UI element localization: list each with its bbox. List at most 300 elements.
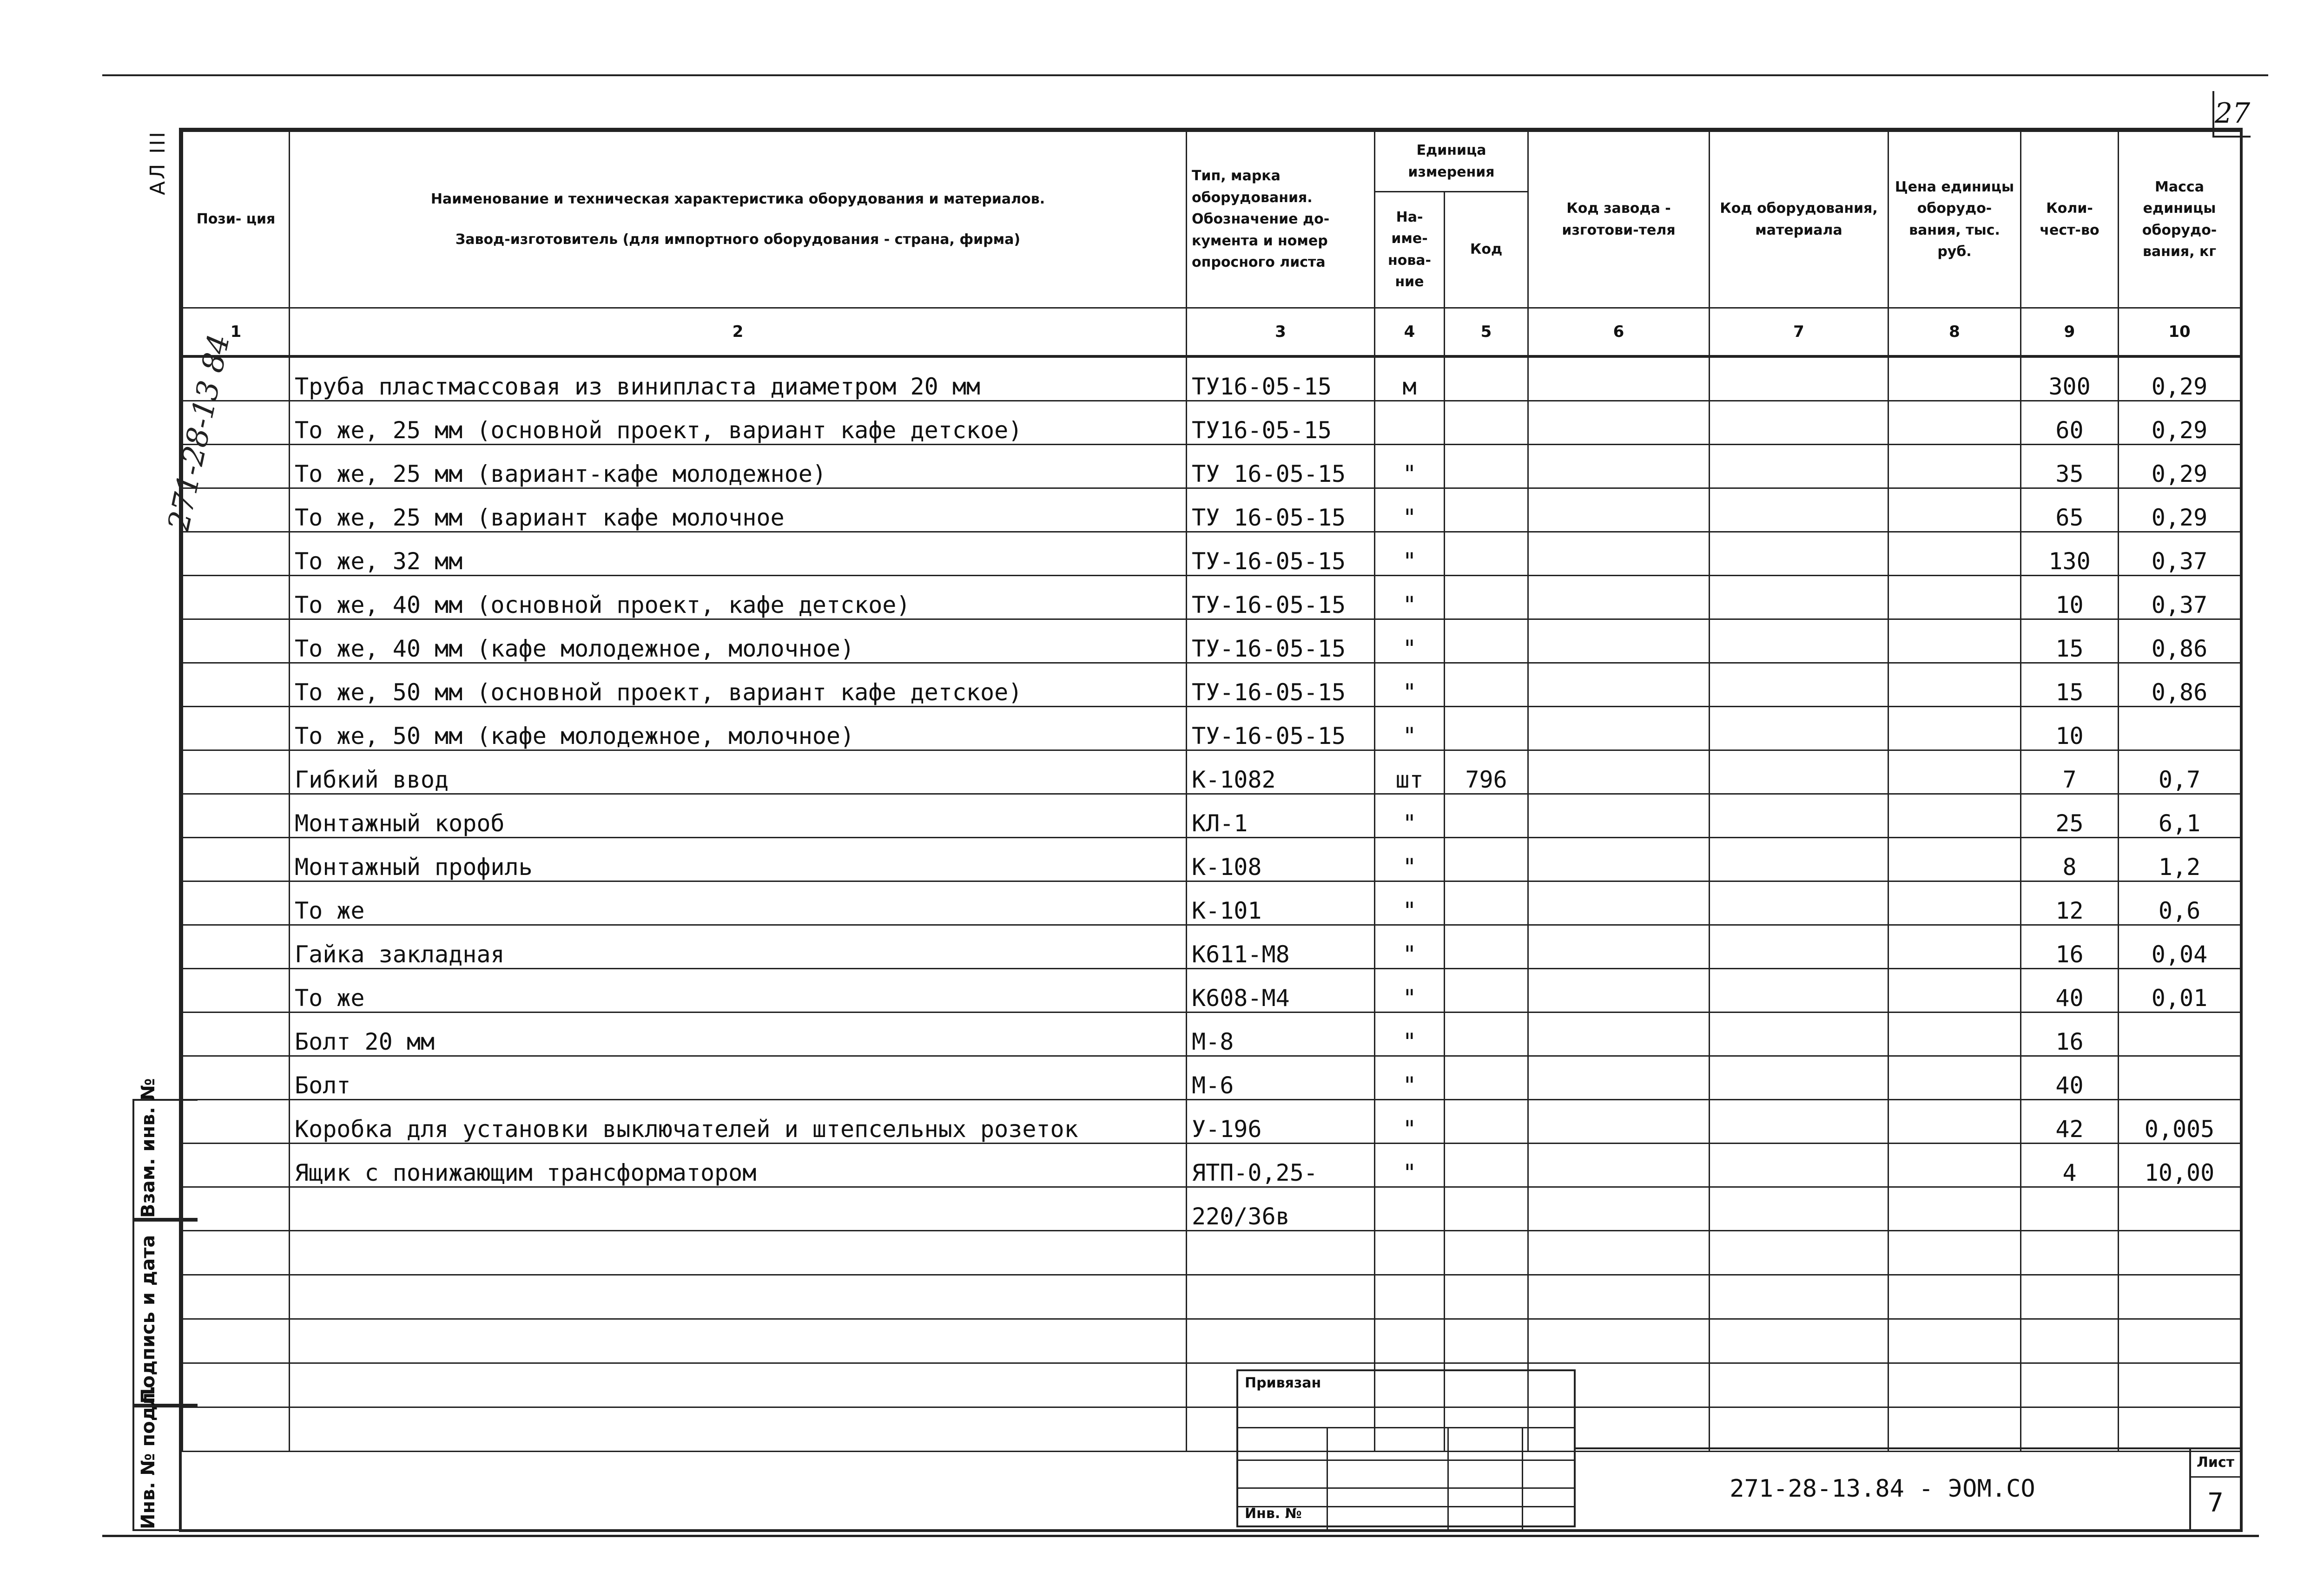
cell-empty bbox=[1888, 488, 2021, 532]
cell-empty bbox=[1710, 881, 1888, 925]
stamp-line bbox=[1238, 1460, 1574, 1461]
cell-mass: 0,37 bbox=[2119, 532, 2241, 576]
cell-empty bbox=[1528, 663, 1710, 707]
cell-qty: 7 bbox=[2021, 750, 2119, 794]
cell-unit: " bbox=[1375, 1144, 1445, 1187]
cell-empty bbox=[1710, 925, 1888, 969]
cell-unit-code bbox=[1445, 881, 1528, 925]
cell-unit: " bbox=[1375, 576, 1445, 619]
table-row bbox=[183, 1056, 2241, 1100]
cell-name: Болт 20 мм bbox=[290, 1012, 1187, 1056]
side-stamp-label: Подпись и дата bbox=[138, 1235, 159, 1404]
cell-empty bbox=[2021, 1363, 2119, 1407]
cell-qty: 16 bbox=[2021, 1012, 2119, 1056]
cell-empty bbox=[1445, 1231, 1528, 1275]
cell-empty bbox=[1888, 1144, 2021, 1187]
cell-empty bbox=[2119, 1231, 2241, 1275]
cell-mass bbox=[2119, 1012, 2241, 1056]
cell-empty bbox=[183, 838, 290, 881]
cell-name bbox=[290, 1187, 1187, 1231]
cell-empty bbox=[1528, 969, 1710, 1012]
cell-unit: " bbox=[1375, 707, 1445, 750]
cell-empty bbox=[183, 576, 290, 619]
cell-qty: 10 bbox=[2021, 576, 2119, 619]
top-rule bbox=[102, 74, 2268, 76]
cell-unit: " bbox=[1375, 838, 1445, 881]
table-row-empty bbox=[183, 1407, 2241, 1452]
cell-empty bbox=[1528, 707, 1710, 750]
column-number: 7 bbox=[1710, 308, 1888, 357]
cell-unit: " bbox=[1375, 881, 1445, 925]
table-row bbox=[183, 794, 2241, 838]
side-vertical-label: АЛ III bbox=[146, 130, 170, 195]
cell-unit bbox=[1375, 401, 1445, 445]
table-row bbox=[183, 401, 2241, 445]
cell-empty bbox=[1710, 1187, 1888, 1231]
cell-qty: 42 bbox=[2021, 1100, 2119, 1144]
cell-qty: 40 bbox=[2021, 969, 2119, 1012]
cell-empty bbox=[290, 1231, 1187, 1275]
cell-empty bbox=[1888, 619, 2021, 663]
header-equipment-code bbox=[1710, 131, 1888, 308]
cell-empty bbox=[1888, 881, 2021, 925]
cell-empty bbox=[1710, 1144, 1888, 1187]
cell-empty bbox=[183, 1275, 290, 1319]
cell-mass: 0,86 bbox=[2119, 663, 2241, 707]
cell-empty bbox=[1710, 1275, 1888, 1319]
cell-unit-code bbox=[1445, 488, 1528, 532]
cell-qty: 15 bbox=[2021, 619, 2119, 663]
header-text: На-име-нова-ние bbox=[1387, 209, 1432, 290]
cell-type: К-1082 bbox=[1187, 750, 1375, 794]
cell-empty bbox=[2119, 1363, 2241, 1407]
cell-mass: 6,1 bbox=[2119, 794, 2241, 838]
cell-empty bbox=[183, 881, 290, 925]
cell-mass: 0,01 bbox=[2119, 969, 2241, 1012]
cell-empty bbox=[183, 750, 290, 794]
cell-empty bbox=[1888, 750, 2021, 794]
cell-unit-code bbox=[1445, 925, 1528, 969]
sheet-number: 7 bbox=[2207, 1488, 2224, 1518]
header-text: Код оборудования, материала bbox=[1720, 200, 1878, 238]
cell-name: То же, 25 мм (вариант кафе молочное bbox=[290, 488, 1187, 532]
cell-empty bbox=[183, 488, 290, 532]
cell-empty bbox=[1710, 488, 1888, 532]
cell-empty bbox=[1888, 1187, 2021, 1231]
cell-empty bbox=[1187, 1275, 1375, 1319]
cell-qty: 25 bbox=[2021, 794, 2119, 838]
cell-empty bbox=[183, 619, 290, 663]
cell-unit: м bbox=[1375, 356, 1445, 401]
cell-empty bbox=[1710, 532, 1888, 576]
cell-empty bbox=[1710, 619, 1888, 663]
cell-empty bbox=[1528, 1100, 1710, 1144]
cell-empty bbox=[2021, 1275, 2119, 1319]
cell-unit-code bbox=[1445, 356, 1528, 401]
cell-qty: 35 bbox=[2021, 445, 2119, 488]
cell-empty bbox=[2021, 1319, 2119, 1363]
table-row bbox=[183, 969, 2241, 1012]
cell-name: Монтажный профиль bbox=[290, 838, 1187, 881]
cell-qty: 60 bbox=[2021, 401, 2119, 445]
table-row bbox=[183, 532, 2241, 576]
cell-unit: " bbox=[1375, 794, 1445, 838]
cell-empty bbox=[1528, 925, 1710, 969]
column-number: 9 bbox=[2021, 308, 2119, 357]
cell-empty bbox=[1187, 1319, 1375, 1363]
cell-unit-code bbox=[1445, 794, 1528, 838]
cell-unit-code bbox=[1445, 532, 1528, 576]
cell-unit: " bbox=[1375, 532, 1445, 576]
cell-empty bbox=[183, 1012, 290, 1056]
cell-qty bbox=[2021, 1187, 2119, 1231]
table-row bbox=[183, 356, 2241, 401]
cell-empty bbox=[1888, 1275, 2021, 1319]
cell-unit-code bbox=[1445, 1100, 1528, 1144]
cell-empty bbox=[183, 1100, 290, 1144]
cell-mass bbox=[2119, 1056, 2241, 1100]
cell-empty bbox=[1888, 445, 2021, 488]
cell-empty bbox=[183, 532, 290, 576]
cell-empty bbox=[1528, 838, 1710, 881]
cell-mass: 0,29 bbox=[2119, 445, 2241, 488]
cell-name: То же, 32 мм bbox=[290, 532, 1187, 576]
cell-empty bbox=[290, 1407, 1187, 1452]
header-text: Пози- ция bbox=[196, 211, 276, 228]
cell-name: То же, 40 мм (основной проект, кафе детское) bbox=[290, 576, 1187, 619]
cell-type: ТУ 16-05-15 bbox=[1187, 488, 1375, 532]
cell-mass bbox=[2119, 1187, 2241, 1231]
cell-type: КЛ-1 bbox=[1187, 794, 1375, 838]
cell-unit-code bbox=[1445, 445, 1528, 488]
cell-qty: 8 bbox=[2021, 838, 2119, 881]
cell-type: ТУ16-05-15 bbox=[1187, 356, 1375, 401]
table-row bbox=[183, 576, 2241, 619]
cell-empty bbox=[1528, 1319, 1710, 1363]
cell-unit-code bbox=[1445, 1056, 1528, 1100]
cell-qty: 12 bbox=[2021, 881, 2119, 925]
cell-qty: 4 bbox=[2021, 1144, 2119, 1187]
table-row-empty bbox=[183, 1363, 2241, 1407]
cell-empty bbox=[1710, 707, 1888, 750]
cell-empty bbox=[1710, 1319, 1888, 1363]
cell-empty bbox=[183, 445, 290, 488]
cell-unit-code bbox=[1445, 1012, 1528, 1056]
cell-empty bbox=[183, 356, 290, 401]
cell-empty bbox=[183, 969, 290, 1012]
cell-empty bbox=[183, 1231, 290, 1275]
column-number: 10 bbox=[2119, 308, 2241, 357]
cell-empty bbox=[290, 1363, 1187, 1407]
cell-qty: 40 bbox=[2021, 1056, 2119, 1100]
table-row bbox=[183, 1187, 2241, 1231]
cell-empty bbox=[1710, 1407, 1888, 1452]
table-row bbox=[183, 663, 2241, 707]
cell-empty bbox=[1888, 925, 2021, 969]
cell-type: ТУ-16-05-15 bbox=[1187, 707, 1375, 750]
cell-empty bbox=[183, 1407, 290, 1452]
header-units-group bbox=[1375, 131, 1528, 192]
header-name bbox=[290, 131, 1187, 308]
side-stamp-label: Инв. № подл. bbox=[138, 1385, 159, 1529]
header-text: Завод-изготовитель (для импортного оборудования - страна, фирма) bbox=[455, 231, 1021, 248]
cell-empty bbox=[2119, 1319, 2241, 1363]
cell-type: 220/36в bbox=[1187, 1187, 1375, 1231]
cell-mass: 10,00 bbox=[2119, 1144, 2241, 1187]
cell-type: ЯТП-0,25- bbox=[1187, 1144, 1375, 1187]
side-stamp-label: Взам. инв. № bbox=[138, 1078, 159, 1218]
stamp-line bbox=[1238, 1427, 1574, 1428]
cell-unit-code bbox=[1445, 707, 1528, 750]
cell-type: ТУ-16-05-15 bbox=[1187, 532, 1375, 576]
sheet-corner-number: 27 bbox=[2212, 91, 2251, 138]
cell-name: То же, 50 мм (основной проект, вариант кафе детское) bbox=[290, 663, 1187, 707]
cell-mass: 0,29 bbox=[2119, 488, 2241, 532]
sheet-label: Лист bbox=[2191, 1449, 2240, 1478]
cell-unit-code bbox=[1445, 401, 1528, 445]
document-code: 271-28-13.84 - ЭОМ.СО bbox=[1576, 1447, 2189, 1532]
column-number: 5 bbox=[1445, 308, 1528, 357]
table-row bbox=[183, 1012, 2241, 1056]
cell-empty bbox=[183, 1187, 290, 1231]
cell-mass: 0,29 bbox=[2119, 401, 2241, 445]
cell-mass: 1,2 bbox=[2119, 838, 2241, 881]
cell-unit-code bbox=[1445, 663, 1528, 707]
cell-empty bbox=[1888, 1231, 2021, 1275]
table-row bbox=[183, 838, 2241, 881]
cell-empty bbox=[1528, 488, 1710, 532]
cell-empty bbox=[1710, 356, 1888, 401]
cell-qty: 15 bbox=[2021, 663, 2119, 707]
cell-type: У-196 bbox=[1187, 1100, 1375, 1144]
table-row-empty bbox=[183, 1319, 2241, 1363]
cell-qty: 65 bbox=[2021, 488, 2119, 532]
cell-unit-code bbox=[1445, 576, 1528, 619]
header-text: Код bbox=[1470, 241, 1503, 258]
cell-empty bbox=[1528, 532, 1710, 576]
stamp-line bbox=[1522, 1427, 1523, 1529]
cell-empty bbox=[1710, 445, 1888, 488]
cell-unit bbox=[1375, 1187, 1445, 1231]
cell-empty bbox=[1528, 445, 1710, 488]
header-unit-code bbox=[1445, 192, 1528, 308]
header-text: Масса единицы оборудо-вания, кг bbox=[2142, 178, 2217, 260]
cell-name: Монтажный короб bbox=[290, 794, 1187, 838]
cell-empty bbox=[1710, 1231, 1888, 1275]
cell-name: Труба пластмассовая из винипласта диаметром 20 мм bbox=[290, 356, 1187, 401]
cell-qty: 10 bbox=[2021, 707, 2119, 750]
cell-empty bbox=[1528, 1012, 1710, 1056]
column-number: 1 bbox=[183, 308, 290, 357]
cell-empty bbox=[2119, 1407, 2241, 1452]
cell-empty bbox=[1888, 401, 2021, 445]
cell-unit-code bbox=[1445, 1187, 1528, 1231]
cell-type: ТУ-16-05-15 bbox=[1187, 619, 1375, 663]
side-handwritten-code: 271-28-13 84 bbox=[161, 331, 237, 534]
header-position bbox=[183, 131, 290, 308]
header-mass bbox=[2119, 131, 2241, 308]
cell-empty bbox=[183, 663, 290, 707]
cell-empty bbox=[1888, 1407, 2021, 1452]
cell-empty bbox=[1888, 1363, 2021, 1407]
cell-type: ТУ16-05-15 bbox=[1187, 401, 1375, 445]
cell-empty bbox=[183, 1319, 290, 1363]
table-row bbox=[183, 445, 2241, 488]
cell-type: К-101 bbox=[1187, 881, 1375, 925]
header-text: Тип, марка оборудования. Обозначение до-кумента и номер опросного листа bbox=[1192, 168, 1330, 271]
cell-empty bbox=[1375, 1231, 1445, 1275]
cell-empty bbox=[1528, 576, 1710, 619]
cell-name: Гибкий ввод bbox=[290, 750, 1187, 794]
cell-empty bbox=[183, 1144, 290, 1187]
cell-empty bbox=[2119, 1275, 2241, 1319]
cell-empty bbox=[1710, 838, 1888, 881]
cell-empty bbox=[1888, 1100, 2021, 1144]
cell-mass: 0,29 bbox=[2119, 356, 2241, 401]
cell-empty bbox=[183, 1363, 290, 1407]
bottom-rule bbox=[102, 1535, 2259, 1537]
header-text: Наименование и техническая характеристика оборудования и материалов. bbox=[430, 191, 1045, 207]
cell-empty bbox=[1375, 1275, 1445, 1319]
cell-qty: 300 bbox=[2021, 356, 2119, 401]
cell-qty: 16 bbox=[2021, 925, 2119, 969]
cell-name: Болт bbox=[290, 1056, 1187, 1100]
cell-name: Ящик с понижающим трансформатором bbox=[290, 1144, 1187, 1187]
cell-empty bbox=[1888, 663, 2021, 707]
cell-unit-code bbox=[1445, 838, 1528, 881]
table-row bbox=[183, 750, 2241, 794]
cell-empty bbox=[290, 1275, 1187, 1319]
cell-empty bbox=[1710, 750, 1888, 794]
cell-empty bbox=[1888, 838, 2021, 881]
cell-empty bbox=[1888, 1012, 2021, 1056]
stamp-title: Привязан bbox=[1245, 1375, 1321, 1391]
header-price bbox=[1888, 131, 2021, 308]
cell-type: К611-М8 bbox=[1187, 925, 1375, 969]
header-text: Коли-чест-во bbox=[2040, 200, 2100, 238]
table-row-empty bbox=[183, 1231, 2241, 1275]
cell-empty bbox=[1528, 881, 1710, 925]
cell-empty bbox=[1528, 1187, 1710, 1231]
cell-empty bbox=[1888, 532, 2021, 576]
cell-empty bbox=[1888, 356, 2021, 401]
cell-empty bbox=[183, 707, 290, 750]
cell-empty bbox=[1710, 401, 1888, 445]
cell-unit-code bbox=[1445, 619, 1528, 663]
column-number: 8 bbox=[1888, 308, 2021, 357]
header-text: Код завода - изготови-теля bbox=[1562, 200, 1676, 238]
cell-name: То же, 50 мм (кафе молодежное, молочное) bbox=[290, 707, 1187, 750]
cell-type: М-8 bbox=[1187, 1012, 1375, 1056]
table-row bbox=[183, 488, 2241, 532]
cell-empty bbox=[1710, 1363, 1888, 1407]
cell-empty bbox=[290, 1319, 1187, 1363]
stamp-line bbox=[1327, 1427, 1328, 1529]
cell-empty bbox=[1888, 707, 2021, 750]
cell-mass: 0,04 bbox=[2119, 925, 2241, 969]
sheet-box bbox=[2189, 1447, 2240, 1532]
cell-mass: 0,37 bbox=[2119, 576, 2241, 619]
cell-empty bbox=[1528, 356, 1710, 401]
cell-empty bbox=[1710, 794, 1888, 838]
cell-unit: шт bbox=[1375, 750, 1445, 794]
cell-name: То же bbox=[290, 969, 1187, 1012]
cell-type: ТУ-16-05-15 bbox=[1187, 576, 1375, 619]
cell-mass: 0,86 bbox=[2119, 619, 2241, 663]
cell-type: М-6 bbox=[1187, 1056, 1375, 1100]
cell-empty bbox=[1528, 1056, 1710, 1100]
cell-empty bbox=[1445, 1275, 1528, 1319]
cell-empty bbox=[1888, 576, 2021, 619]
cell-unit-code: 796 bbox=[1445, 750, 1528, 794]
cell-unit: " bbox=[1375, 445, 1445, 488]
header-text: Единица измерения bbox=[1408, 142, 1495, 180]
cell-unit-code bbox=[1445, 1144, 1528, 1187]
cell-mass bbox=[2119, 707, 2241, 750]
cell-empty bbox=[1710, 1012, 1888, 1056]
cell-name: Коробка для установки выключателей и штепсельных розеток bbox=[290, 1100, 1187, 1144]
header-type bbox=[1187, 131, 1375, 308]
header-plant-code bbox=[1528, 131, 1710, 308]
table-row bbox=[183, 1100, 2241, 1144]
cell-empty bbox=[1187, 1231, 1375, 1275]
cell-mass: 0,005 bbox=[2119, 1100, 2241, 1144]
cell-empty bbox=[183, 925, 290, 969]
cell-empty bbox=[1528, 401, 1710, 445]
cell-unit: " bbox=[1375, 1012, 1445, 1056]
header-unit-name bbox=[1375, 192, 1445, 308]
cell-empty bbox=[1445, 1319, 1528, 1363]
cell-empty bbox=[1888, 1056, 2021, 1100]
cell-empty bbox=[1710, 969, 1888, 1012]
cell-empty bbox=[1888, 1319, 2021, 1363]
column-number: 6 bbox=[1528, 308, 1710, 357]
cell-type: ТУ-16-05-15 bbox=[1187, 663, 1375, 707]
cell-unit: " bbox=[1375, 488, 1445, 532]
cell-empty bbox=[1888, 794, 2021, 838]
cell-unit: " bbox=[1375, 969, 1445, 1012]
cell-empty bbox=[2021, 1407, 2119, 1452]
cell-qty: 130 bbox=[2021, 532, 2119, 576]
stamp-line bbox=[1238, 1487, 1574, 1489]
table-row bbox=[183, 707, 2241, 750]
table-row bbox=[183, 1144, 2241, 1187]
cell-empty bbox=[1528, 1231, 1710, 1275]
cell-empty bbox=[1710, 1100, 1888, 1144]
cell-empty bbox=[1710, 663, 1888, 707]
column-number: 4 bbox=[1375, 308, 1445, 357]
cell-name: То же bbox=[290, 881, 1187, 925]
cell-mass: 0,6 bbox=[2119, 881, 2241, 925]
cell-empty bbox=[1528, 1275, 1710, 1319]
cell-name: Гайка закладная bbox=[290, 925, 1187, 969]
cell-unit: " bbox=[1375, 1100, 1445, 1144]
cell-type: К608-М4 bbox=[1187, 969, 1375, 1012]
cell-empty bbox=[1710, 576, 1888, 619]
cell-empty bbox=[1528, 1144, 1710, 1187]
cell-empty bbox=[1528, 750, 1710, 794]
cell-empty bbox=[183, 1056, 290, 1100]
table-row bbox=[183, 881, 2241, 925]
cell-name: То же, 25 мм (вариант-кафе молодежное) bbox=[290, 445, 1187, 488]
cell-mass: 0,7 bbox=[2119, 750, 2241, 794]
cell-empty bbox=[1888, 969, 2021, 1012]
cell-name: То же, 40 мм (кафе молодежное, молочное) bbox=[290, 619, 1187, 663]
stamp-line bbox=[1447, 1427, 1449, 1529]
cell-empty bbox=[1528, 619, 1710, 663]
cell-unit: " bbox=[1375, 925, 1445, 969]
cell-unit-code bbox=[1445, 969, 1528, 1012]
